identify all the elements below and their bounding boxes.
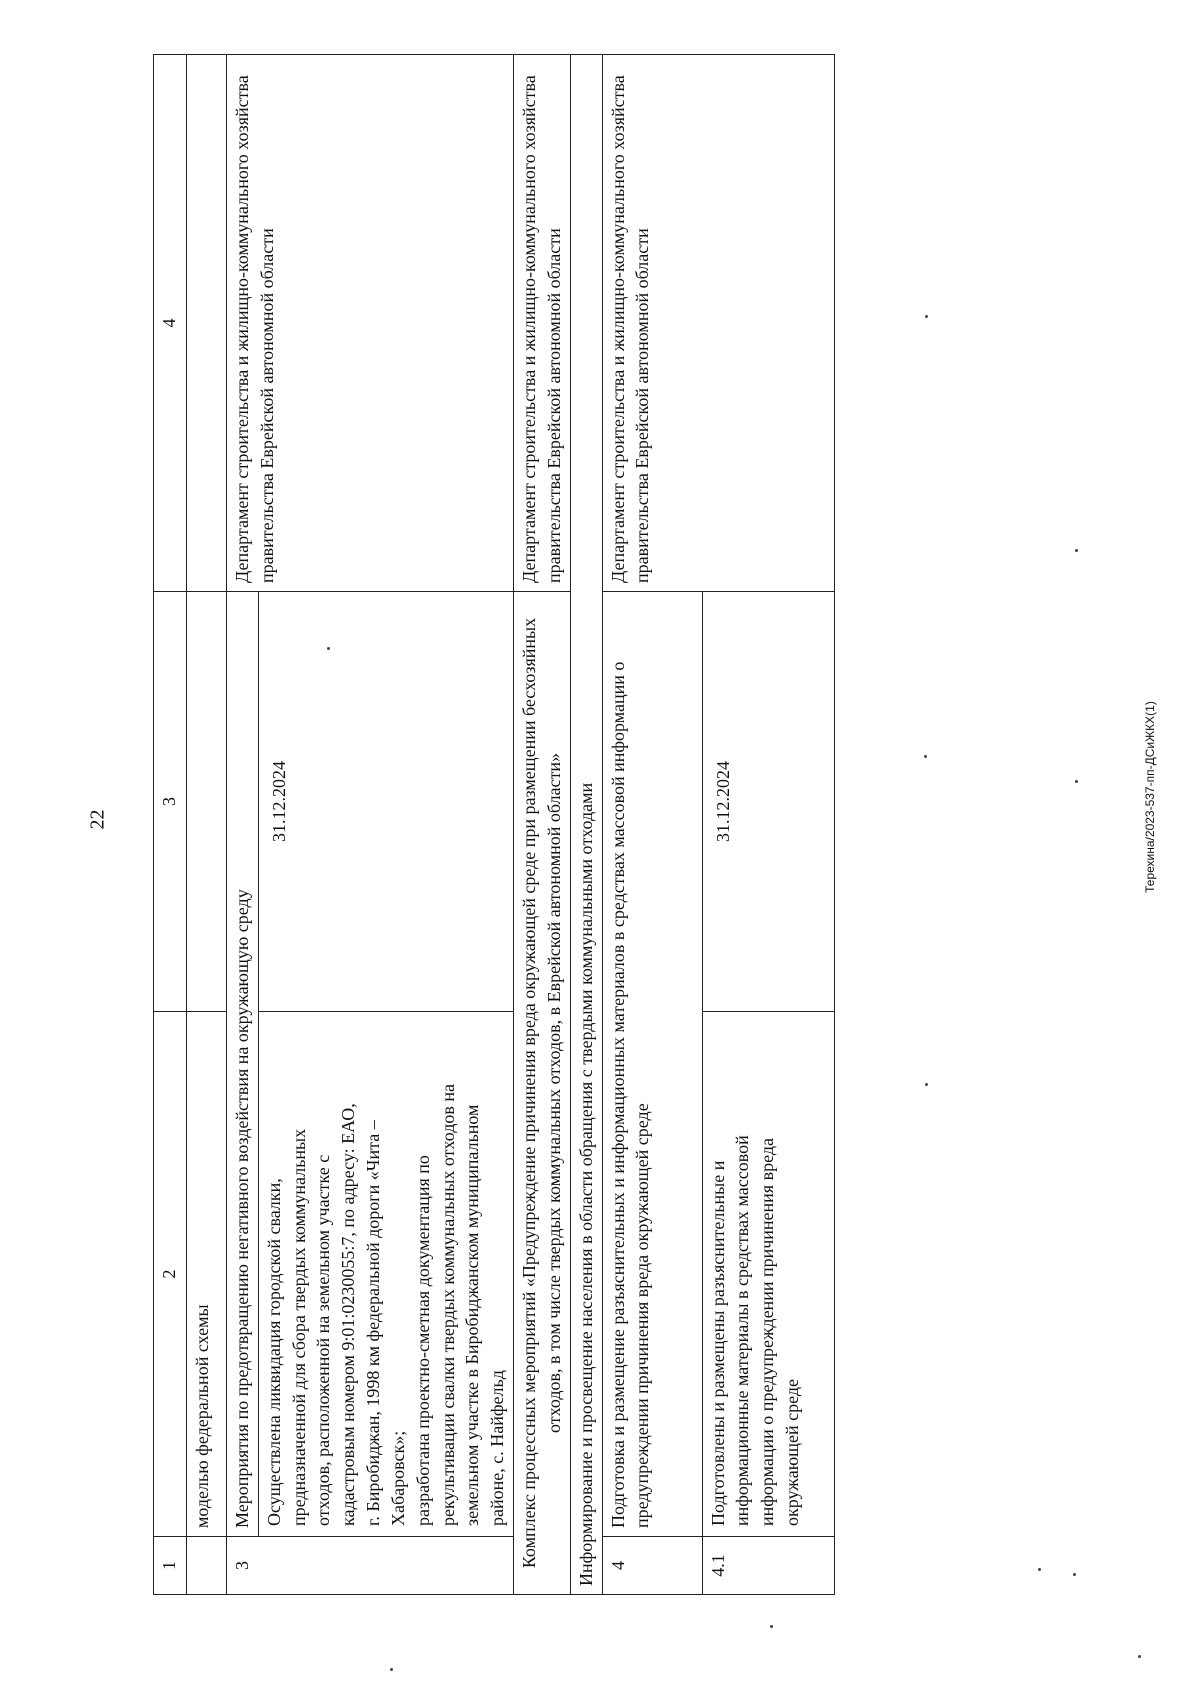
complex-title: Комплекс процессных мероприятий «Предупреждение причинения вреда окружающей среде при размещении бесхозяйных отходов, в том числе твердых коммунальных отходов, в Еврейской автономной области» — [514, 592, 571, 1595]
scan-speck — [1073, 1573, 1076, 1576]
scan-speck — [925, 1083, 928, 1086]
table-row — [514, 55, 571, 1595]
row-number: 4.1 — [702, 1537, 834, 1595]
item-line: отходов, расположенной на земельном участке с — [313, 1154, 334, 1526]
scan-speck — [1075, 549, 1078, 552]
header-col-4: 4 — [154, 55, 187, 592]
item-line: Хабаровск»; — [387, 1430, 408, 1526]
scan-speck — [924, 755, 927, 758]
footer-document-code: Терехина/2023-537-пп-ДСиЖКХ(1) — [1143, 701, 1157, 893]
responsible-party: Департамент строительства и жилищно-коммунального хозяйства правительства Еврейской автономной области — [227, 55, 514, 592]
row-number: 4 — [602, 1537, 702, 1595]
document-table-area — [153, 55, 893, 1595]
header-col-1: 1 — [154, 1537, 187, 1595]
table-header-row — [154, 55, 187, 1595]
scan-speck — [390, 1668, 393, 1671]
section-title: Мероприятия по предотвращению негативного воздействия на окружающую среду — [227, 592, 259, 1537]
scan-speck — [1038, 1568, 1041, 1571]
deadline-date: 31.12.2024 — [702, 592, 834, 1012]
continuation-text: моделью федеральной схемы — [187, 1012, 227, 1537]
table-row — [570, 55, 602, 1595]
deadline-date: 31.12.2024 — [258, 592, 513, 1012]
item-line: земельном участке в Биробиджанском муниципальном — [462, 1104, 483, 1526]
item-line: районе, с. Найфельд — [487, 1370, 508, 1526]
section-title: Подготовка и размещение разъяснительных и информационных материалов в средствах массовой информации о предупреждении причинения вреда окружающей среде — [602, 592, 702, 1537]
page-number: 22 — [86, 809, 109, 830]
row-number: 3 — [227, 1537, 514, 1595]
item-line: рекультивации свалки твердых коммунальных отходов на — [437, 1083, 458, 1526]
table-row — [227, 55, 259, 1595]
scan-speck — [1075, 780, 1078, 783]
header-col-3: 3 — [154, 592, 187, 1012]
item-line: Подготовлены и размещены разъяснительные и — [707, 1160, 728, 1526]
scan-speck — [1138, 1655, 1141, 1658]
item-line: кадастровым номером 9:01:0230055:7, по адресу: ЕАО, — [338, 1103, 359, 1526]
header-col-2: 2 — [154, 1012, 187, 1537]
table-row — [187, 55, 227, 1595]
item-line: информации о предупреждении причинения вреда — [757, 1138, 778, 1526]
item-description — [258, 1012, 513, 1537]
band-title: Информирование и просвещение населения в области обращения с твердыми коммунальными отходами — [570, 55, 602, 1595]
item-description — [702, 1012, 834, 1537]
plan-table — [153, 54, 835, 1595]
item-line: Осуществлена ликвидация городской свалки, — [263, 1178, 284, 1526]
item-line: информационные материалы в средствах массовой — [732, 1135, 753, 1526]
table-row — [602, 55, 702, 1595]
item-line: разработана проектно-сметная документация по — [412, 1155, 433, 1526]
item-line: окружающей среде — [782, 1378, 803, 1526]
item-line: предназначенной для сбора твердых коммунальных — [288, 1128, 309, 1526]
responsible-party: Департамент строительства и жилищно-коммунального хозяйства правительства Еврейской автономной области — [602, 55, 834, 592]
scan-speck — [925, 315, 928, 318]
item-line: г. Биробиджан, 1998 км федеральной дороги «Чита – — [363, 1120, 384, 1526]
responsible-party: Департамент строительства и жилищно-коммунального хозяйства правительства Еврейской автономной области — [514, 55, 571, 592]
scan-speck — [770, 1625, 773, 1628]
scan-speck — [327, 647, 330, 650]
